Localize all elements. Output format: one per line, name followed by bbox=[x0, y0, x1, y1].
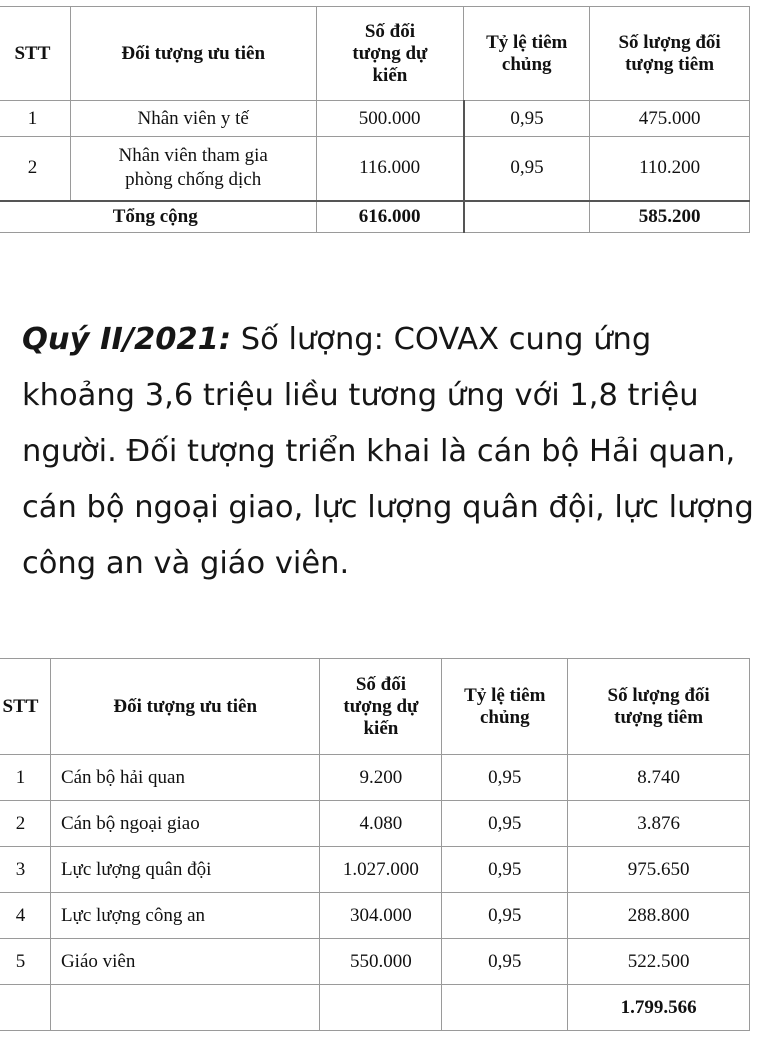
table-row bbox=[0, 893, 750, 939]
cell-vaccinated: 288.800 bbox=[568, 893, 750, 939]
header-group: Đối tượng ưu tiên bbox=[50, 659, 320, 755]
cell-rate: 0,95 bbox=[442, 755, 568, 801]
cell-rate: 0,95 bbox=[442, 801, 568, 847]
total-expected: 616.000 bbox=[316, 201, 464, 233]
table-total-row bbox=[0, 985, 750, 1031]
total-empty bbox=[50, 985, 320, 1031]
cell-stt: 5 bbox=[0, 939, 50, 985]
cell-stt: 2 bbox=[0, 137, 70, 201]
header-group: Đối tượng ưu tiên bbox=[70, 7, 316, 101]
cell-group: Lực lượng quân đội bbox=[50, 847, 320, 893]
cell-group: Giáo viên bbox=[50, 939, 320, 985]
cell-expected: 500.000 bbox=[316, 101, 464, 137]
cell-rate: 0,95 bbox=[442, 939, 568, 985]
paragraph-lead: Quý II/2021: bbox=[22, 322, 232, 357]
total-label: Tổng cộng bbox=[0, 201, 316, 233]
cell-vaccinated: 8.740 bbox=[568, 755, 750, 801]
table-header-row bbox=[0, 659, 750, 755]
header-rate: Tỷ lệ tiêm chủng bbox=[442, 659, 568, 755]
cell-stt: 4 bbox=[0, 893, 50, 939]
cell-vaccinated: 475.000 bbox=[590, 101, 750, 137]
table-header-row bbox=[0, 7, 750, 101]
priority-table-2 bbox=[0, 658, 750, 1031]
cell-vaccinated: 975.650 bbox=[568, 847, 750, 893]
cell-stt: 3 bbox=[0, 847, 50, 893]
cell-expected: 116.000 bbox=[316, 137, 464, 201]
cell-rate: 0,95 bbox=[442, 893, 568, 939]
header-stt: STT bbox=[0, 7, 70, 101]
cell-rate: 0,95 bbox=[442, 847, 568, 893]
header-expected: Số đối tượng dự kiến bbox=[316, 7, 464, 101]
table-row bbox=[0, 755, 750, 801]
cell-group: Lực lượng công an bbox=[50, 893, 320, 939]
cell-vaccinated: 3.876 bbox=[568, 801, 750, 847]
header-vaccinated: Số lượng đối tượng tiêm bbox=[568, 659, 750, 755]
cell-rate: 0,95 bbox=[464, 137, 590, 201]
table-row bbox=[0, 847, 750, 893]
total-empty bbox=[0, 985, 50, 1031]
cell-vaccinated: 522.500 bbox=[568, 939, 750, 985]
cell-expected: 550.000 bbox=[320, 939, 442, 985]
cell-expected: 9.200 bbox=[320, 755, 442, 801]
table-row bbox=[0, 801, 750, 847]
quarter-paragraph bbox=[22, 312, 762, 592]
cell-group: Nhân viên y tế bbox=[70, 101, 316, 137]
priority-table-1 bbox=[0, 6, 750, 233]
total-vaccinated: 1.799.566 bbox=[568, 985, 750, 1031]
paragraph-text: Số lượng: COVAX cung ứng khoảng 3,6 triệu liều tương ứng với 1,8 triệu người. Đối tượng triển khai là cán bộ Hải quan, cán bộ ngoại giao, lực lượng quân đội, lực lượng công an và giáo viên. bbox=[22, 322, 754, 581]
cell-expected: 1.027.000 bbox=[320, 847, 442, 893]
header-vaccinated: Số lượng đối tượng tiêm bbox=[590, 7, 750, 101]
table-total-row bbox=[0, 201, 750, 233]
total-empty bbox=[442, 985, 568, 1031]
cell-group: Cán bộ ngoại giao bbox=[50, 801, 320, 847]
header-expected: Số đối tượng dự kiến bbox=[320, 659, 442, 755]
cell-rate: 0,95 bbox=[464, 101, 590, 137]
cell-stt: 2 bbox=[0, 801, 50, 847]
table-row bbox=[0, 101, 750, 137]
cell-vaccinated: 110.200 bbox=[590, 137, 750, 201]
cell-group: Nhân viên tham gia phòng chống dịch bbox=[70, 137, 316, 201]
total-empty bbox=[320, 985, 442, 1031]
header-rate: Tỷ lệ tiêm chủng bbox=[464, 7, 590, 101]
table-row bbox=[0, 939, 750, 985]
total-rate-empty bbox=[464, 201, 590, 233]
total-vaccinated: 585.200 bbox=[590, 201, 750, 233]
cell-expected: 4.080 bbox=[320, 801, 442, 847]
table-row bbox=[0, 137, 750, 201]
cell-expected: 304.000 bbox=[320, 893, 442, 939]
cell-stt: 1 bbox=[0, 101, 70, 137]
cell-stt: 1 bbox=[0, 755, 50, 801]
cell-group: Cán bộ hải quan bbox=[50, 755, 320, 801]
header-stt: STT bbox=[0, 659, 50, 755]
